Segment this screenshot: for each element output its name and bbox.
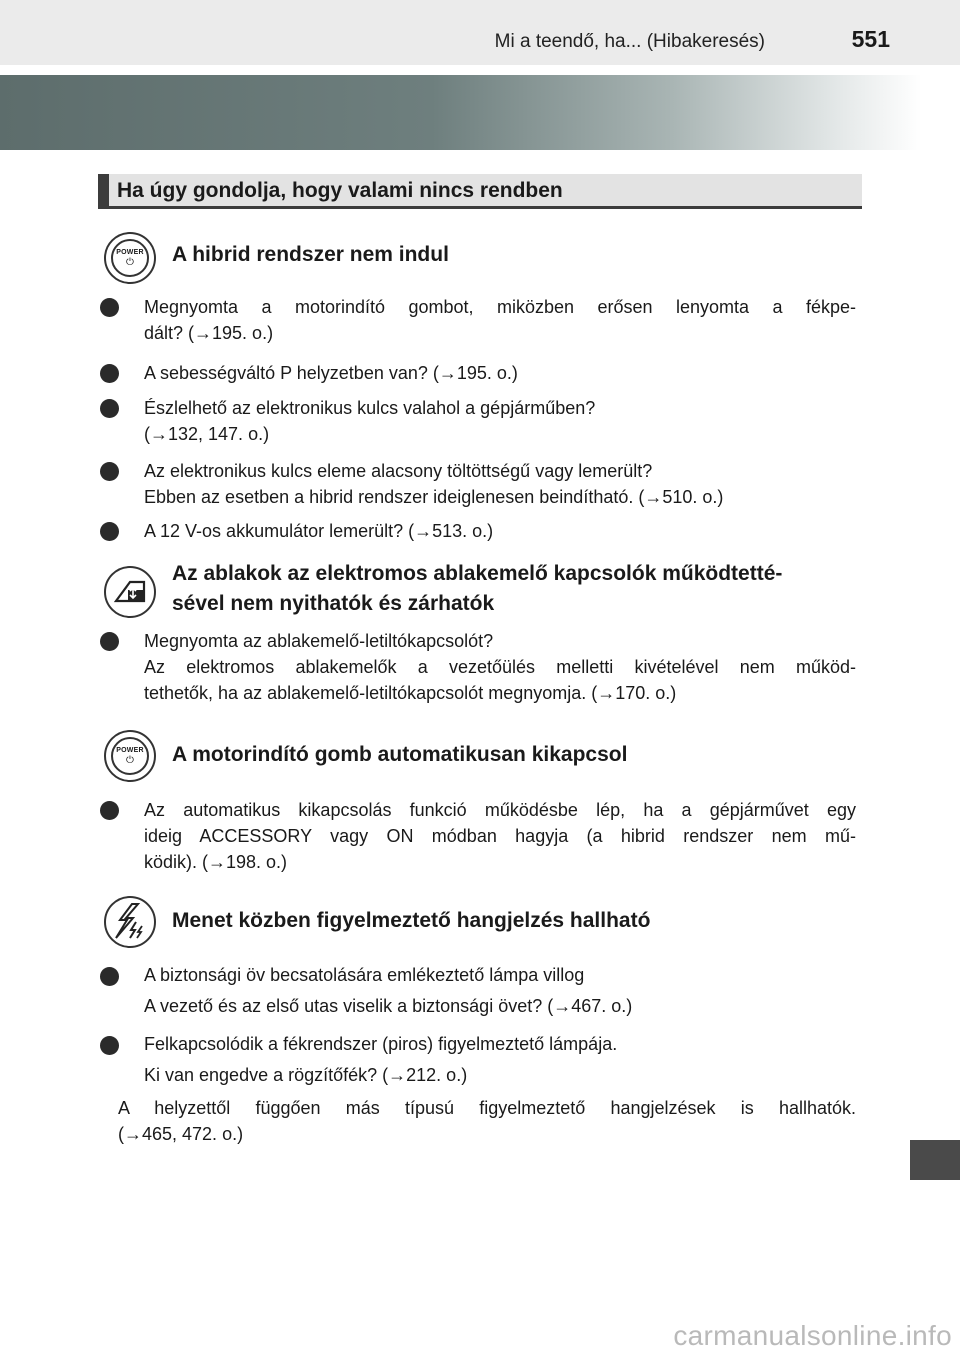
- item-line: A vezető és az első utas viselik a biztonsági övet? (→467. o.): [144, 996, 633, 1016]
- list-item: [100, 797, 856, 875]
- list-item: [100, 518, 856, 544]
- subsection-title: A motorindító gomb automatikusan kikapcsol: [172, 743, 628, 766]
- list-item: [100, 360, 856, 386]
- header-band: [0, 75, 960, 150]
- item-line: Az elektronikus kulcs eleme alacsony töltöttségű vagy lemerült?: [144, 461, 653, 481]
- note-line: (→465, 472. o.): [118, 1124, 244, 1144]
- list-item: [100, 963, 856, 1022]
- item-line: Ebben az esetben a hibrid rendszer ideiglenesen beindítható. (→510. o.): [144, 487, 724, 507]
- power-button-icon: POWER ⏻: [104, 730, 156, 782]
- watermark: carmanualsonline.info: [673, 1320, 952, 1351]
- item-line: (→132, 147. o.): [144, 424, 270, 444]
- item-line: dált? (→195. o.): [144, 323, 274, 343]
- item-line: Megnyomta a motorindító gombot, miközben erősen lenyomta a fékpe-: [144, 297, 856, 317]
- bullet-icon: [100, 399, 119, 418]
- list-item: [100, 1032, 856, 1091]
- item-line: A 12 V-os akkumulátor lemerült? (→513. o.): [144, 521, 494, 541]
- list-item: [100, 458, 856, 510]
- bullet-icon: [100, 522, 119, 541]
- power-icon-label: POWER: [116, 248, 144, 256]
- section-heading: [98, 174, 862, 209]
- item-line: A biztonsági öv becsatolására emlékeztető lámpa villog: [144, 965, 585, 985]
- item-line: Ki van engedve a rögzítőfék? (→212. o.): [144, 1065, 468, 1085]
- list-item: [100, 628, 856, 706]
- subsection-title: Menet közben figyelmeztető hangjelzés hallható: [172, 909, 651, 932]
- note-paragraph: [118, 1095, 856, 1147]
- title-line: Az ablakok az elektromos ablakemelő kapcsolók működtetté-: [172, 562, 783, 585]
- warning-buzzer-icon: [104, 896, 156, 948]
- title-line: sével nem nyithatók és zárhatók: [172, 592, 495, 615]
- item-line: Az elektromos ablakemelők a vezetőülés melletti kivételével nem működ-: [144, 657, 856, 677]
- chapter-tab: [910, 1140, 960, 1180]
- note-line: A helyzettől függően más típusú figyelmeztető hangjelzések is hallhatók.: [118, 1098, 856, 1118]
- power-button-icon: POWER ⏻: [104, 232, 156, 284]
- page-number: 551: [851, 26, 890, 52]
- power-icon-label: POWER: [116, 746, 144, 754]
- list-item: [100, 395, 856, 447]
- item-line: Megnyomta az ablakemelő-letiltókapcsolót?: [144, 631, 494, 651]
- subsection-title: A hibrid rendszer nem indul: [172, 243, 449, 266]
- item-line: Az automatikus kikapcsolás funkció működésbe lép, ha a gépjárművet egy: [144, 800, 856, 820]
- list-item: [100, 294, 856, 346]
- item-line: Észlelhető az elektronikus kulcs valahol a gépjárműben?: [144, 398, 596, 418]
- bullet-icon: [100, 298, 119, 317]
- item-line: A sebességváltó P helyzetben van? (→195. o.): [144, 363, 518, 383]
- bullet-icon: [100, 801, 119, 820]
- bullet-icon: [100, 1036, 119, 1055]
- item-line: tethetők, ha az ablakemelő-letiltókapcsolót megnyomja. (→170. o.): [144, 683, 677, 703]
- page-header: [0, 0, 960, 65]
- section-title: Ha úgy gondolja, hogy valami nincs rendben: [117, 179, 563, 202]
- chapter-title: Mi a teendő, ha... (Hibakeresés): [494, 31, 765, 52]
- bullet-icon: [100, 967, 119, 986]
- item-line: ködik). (→198. o.): [144, 852, 288, 872]
- item-line: Felkapcsolódik a fékrendszer (piros) figyelmeztető lámpája.: [144, 1034, 618, 1054]
- bullet-icon: [100, 364, 119, 383]
- bullet-icon: [100, 632, 119, 651]
- power-window-icon: [104, 566, 156, 618]
- item-line: ideig ACCESSORY vagy ON módban hagyja (a hibrid rendszer nem mű-: [144, 826, 856, 846]
- bullet-icon: [100, 462, 119, 481]
- subsection-title: [172, 559, 782, 619]
